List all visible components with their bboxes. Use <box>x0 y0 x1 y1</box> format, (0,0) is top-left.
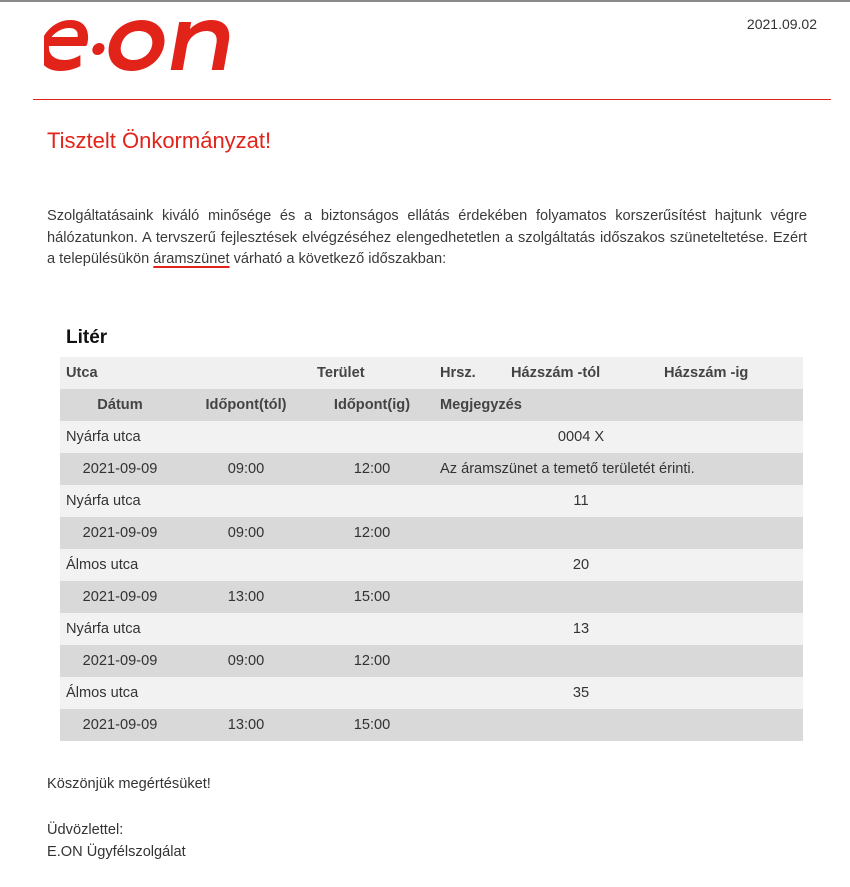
header-divider <box>33 99 831 100</box>
cell-street: Nyárfa utca <box>66 493 141 509</box>
table-row-location <box>60 421 803 453</box>
table-row-time <box>60 581 803 613</box>
cell-street: Nyárfa utca <box>66 621 141 637</box>
cell-street: Nyárfa utca <box>66 429 141 445</box>
sender-name: E.ON Ügyfélszolgálat <box>47 844 186 860</box>
cell-time-to: 12:00 <box>353 461 391 477</box>
cell-time-from: 13:00 <box>227 589 265 605</box>
eon-logo <box>44 6 266 72</box>
intro-highlight-power-outage: áramszünet <box>153 251 230 267</box>
cell-time-to: 12:00 <box>353 525 391 541</box>
cell-time-from: 13:00 <box>227 717 265 733</box>
col-area: Terület <box>317 365 365 381</box>
letter-date: 2021.09.02 <box>746 16 817 32</box>
col-lot: Hrsz. <box>440 365 476 381</box>
cell-house-number: 0004 X <box>557 429 605 445</box>
table-row-time <box>60 709 803 741</box>
cell-note: Az áramszünet a temető területét érinti. <box>440 461 695 477</box>
cell-date: 2021-09-09 <box>82 653 158 669</box>
col-time-to: Időpont(ig) <box>333 397 411 413</box>
cell-date: 2021-09-09 <box>82 461 158 477</box>
cell-time-to: 12:00 <box>353 653 391 669</box>
greeting: Tisztelt Önkormányzat! <box>47 128 272 153</box>
city-name: Litér <box>66 327 108 348</box>
table-row-time <box>60 645 803 677</box>
cell-street: Álmos utca <box>66 557 139 573</box>
col-house-from: Házszám -tól <box>511 365 601 381</box>
cell-time-from: 09:00 <box>227 653 265 669</box>
table-row-location <box>60 549 803 581</box>
cell-time-to: 15:00 <box>353 589 391 605</box>
col-note: Megjegyzés <box>440 397 522 413</box>
cell-street: Álmos utca <box>66 685 139 701</box>
cell-date: 2021-09-09 <box>82 525 158 541</box>
table-row-location <box>60 613 803 645</box>
col-house-to: Házszám -ig <box>664 365 749 381</box>
table-header-location <box>60 357 803 389</box>
eon-logo-mark <box>44 6 266 72</box>
closing-thanks: Köszönjük megértésüket! <box>47 776 211 792</box>
table-row-location <box>60 677 803 709</box>
cell-house-number: 20 <box>572 557 590 573</box>
table-header-time <box>60 389 803 421</box>
table-row-time <box>60 517 803 549</box>
cell-time-from: 09:00 <box>227 461 265 477</box>
col-date: Dátum <box>97 397 143 413</box>
intro-paragraph <box>47 206 807 271</box>
cell-date: 2021-09-09 <box>82 717 158 733</box>
top-border <box>0 0 850 2</box>
cell-house-number: 13 <box>572 621 590 637</box>
cell-house-number: 11 <box>573 493 589 509</box>
col-time-from: Időpont(tól) <box>205 397 287 413</box>
cell-time-to: 15:00 <box>353 717 391 733</box>
outage-table <box>60 318 803 741</box>
cell-date: 2021-09-09 <box>82 589 158 605</box>
cell-time-from: 09:00 <box>227 525 265 541</box>
intro-text-after: várható a következő időszakban: <box>229 251 447 267</box>
table-row-time <box>60 453 803 485</box>
cell-house-number: 35 <box>572 685 590 701</box>
closing-regards: Üdvözlettel: <box>47 822 124 838</box>
table-row-location <box>60 485 803 517</box>
col-street: Utca <box>66 365 98 381</box>
intro-text-before: Szolgáltatásaink kiváló minősége és a biztonságos ellátás érdekében folyamatos korszerűsítést hajtunk végre hálózatunkon. A tervszerű fejlesztések elvégzéséhez elengedhetetlen a szolgáltatás időszakos szüneteltetése. Ezért a településükön <box>47 208 807 267</box>
